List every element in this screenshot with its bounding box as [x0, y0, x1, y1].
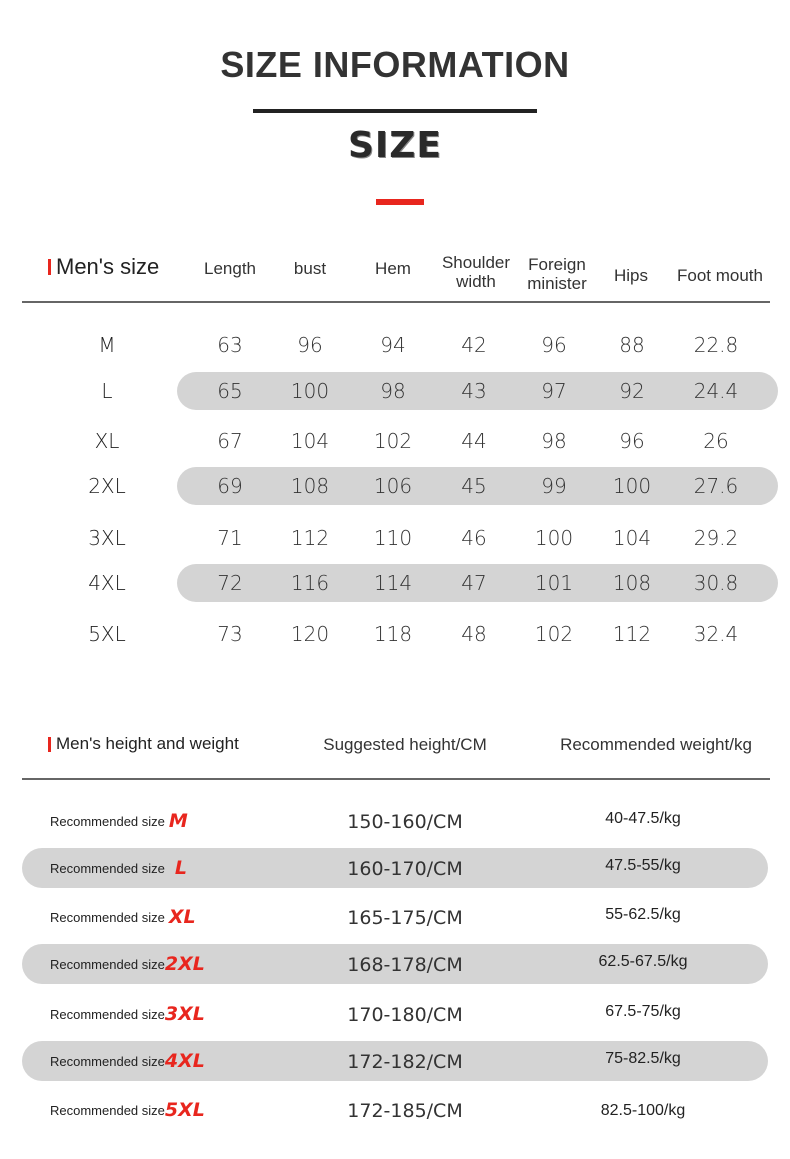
recommended-weight: 40-47.5/kg [605, 810, 681, 827]
shoulder-cell: 47 [461, 571, 487, 595]
recommended-size [50, 848, 187, 888]
size-row [0, 372, 790, 410]
foot-mouth-cell: 24.4 [693, 379, 739, 403]
recommended-size [50, 897, 196, 937]
size-table-label-text: Men's size [56, 254, 160, 279]
recommended-weight: 75-82.5/kg [605, 1050, 681, 1067]
col-header-suggested-height: Suggested height/CM [323, 735, 487, 754]
recommended-size-code: M [168, 810, 188, 832]
size-table-header-rule [22, 301, 770, 303]
recommended-size-code: XL [168, 906, 196, 928]
length-cell: 72 [217, 571, 243, 595]
recommended-weight: 47.5-55/kg [605, 857, 681, 874]
size-table-label [48, 255, 159, 279]
size-row [0, 519, 790, 557]
recommended-weight: 82.5-100/kg [600, 1102, 686, 1119]
recommended-size [50, 944, 205, 984]
recommended-weight: 67.5-75/kg [605, 1003, 681, 1020]
hips-cell: 92 [619, 379, 645, 403]
suggested-height: 172-185/CM [347, 1100, 463, 1122]
size-row [0, 326, 790, 364]
hips-cell: 88 [619, 333, 645, 357]
recommended-size [50, 994, 205, 1034]
hem-cell: 102 [373, 429, 413, 453]
bust-cell: 108 [290, 474, 330, 498]
foreign-minister-cell: 98 [541, 429, 567, 453]
height-weight-label [48, 734, 239, 754]
recommended-size-code: 4XL [164, 1050, 205, 1072]
size-cell: 3XL [88, 526, 126, 550]
bust-cell: 96 [297, 333, 323, 357]
size-cell: 2XL [88, 474, 126, 498]
recommendation-row [0, 1041, 790, 1081]
page-title: SIZE INFORMATION [220, 44, 570, 85]
hem-cell: 106 [373, 474, 413, 498]
recommended-size [50, 1090, 205, 1130]
hips-cell: 96 [619, 429, 645, 453]
height-weight-header-rule [22, 778, 770, 780]
suggested-height: 168-178/CM [347, 954, 463, 976]
bust-cell: 112 [290, 526, 330, 550]
recommendation-row [0, 801, 790, 841]
foreign-minister-cell: 101 [534, 571, 574, 595]
length-cell: 65 [217, 379, 243, 403]
size-row [0, 422, 790, 460]
accent-divider [376, 199, 424, 205]
accent-bar [48, 259, 51, 275]
hem-cell: 110 [373, 526, 413, 550]
suggested-height: 170-180/CM [347, 1004, 463, 1026]
length-cell: 63 [217, 333, 243, 357]
hem-cell: 118 [373, 622, 413, 646]
bust-cell: 104 [290, 429, 330, 453]
recommended-size-label: Recommended size [50, 1054, 165, 1069]
hem-cell: 114 [373, 571, 413, 595]
recommended-size-label: Recommended size [50, 1103, 165, 1118]
foreign-minister-cell: 96 [541, 333, 567, 357]
length-cell: 73 [217, 622, 243, 646]
recommended-size-label: Recommended size [50, 910, 165, 925]
size-cell: 4XL [88, 571, 126, 595]
size-row [0, 615, 790, 653]
hips-cell: 100 [612, 474, 652, 498]
bust-cell: 120 [290, 622, 330, 646]
col-header-recommended-weight: Recommended weight/kg [560, 735, 752, 754]
shoulder-cell: 44 [461, 429, 487, 453]
recommended-size-label: Recommended size [50, 814, 165, 829]
foot-mouth-cell: 27.6 [693, 474, 739, 498]
recommended-size-label: Recommended size [50, 1007, 165, 1022]
size-row [0, 564, 790, 602]
shoulder-cell: 46 [461, 526, 487, 550]
recommendation-row [0, 994, 790, 1034]
foot-mouth-cell: 22.8 [693, 333, 739, 357]
recommended-size-code: 5XL [164, 1099, 205, 1121]
col-header-hips: Hips [613, 266, 648, 285]
shoulder-cell: 42 [461, 333, 487, 357]
length-cell: 67 [217, 429, 243, 453]
size-cell: M [98, 333, 116, 357]
recommended-size-label: Recommended size [50, 861, 165, 876]
foot-mouth-cell: 29.2 [693, 526, 739, 550]
foreign-minister-cell: 97 [541, 379, 567, 403]
shoulder-cell: 48 [461, 622, 487, 646]
section-heading-size: SIZE [347, 125, 443, 166]
recommended-size-label: Recommended size [50, 957, 165, 972]
size-row [0, 467, 790, 505]
bust-cell: 116 [290, 571, 330, 595]
suggested-height: 160-170/CM [347, 858, 463, 880]
suggested-height: 150-160/CM [347, 811, 463, 833]
recommended-size-code: 2XL [164, 953, 205, 975]
size-cell: XL [94, 429, 120, 453]
hem-cell: 98 [380, 379, 406, 403]
recommended-size [50, 801, 188, 841]
suggested-height: 172-182/CM [347, 1051, 463, 1073]
recommended-size-code: L [174, 857, 187, 879]
col-header-hem: Hem [375, 259, 411, 278]
recommended-size [50, 1041, 205, 1081]
col-header-length: Length [204, 259, 256, 278]
bust-cell: 100 [290, 379, 330, 403]
size-cell: 5XL [88, 622, 126, 646]
foot-mouth-cell: 30.8 [693, 571, 739, 595]
suggested-height: 165-175/CM [347, 907, 463, 929]
recommendation-row [0, 897, 790, 937]
height-weight-label-text: Men's height and weight [56, 734, 239, 753]
recommended-weight: 62.5-67.5/kg [598, 953, 688, 970]
col-header-foot-mouth: Foot mouth [677, 266, 763, 285]
recommendation-row [0, 1090, 790, 1130]
hips-cell: 112 [612, 622, 652, 646]
accent-bar [48, 737, 51, 752]
length-cell: 71 [217, 526, 243, 550]
recommended-size-code: 3XL [164, 1003, 205, 1025]
size-cell: L [101, 379, 113, 403]
hips-cell: 108 [612, 571, 652, 595]
foreign-minister-cell: 100 [534, 526, 574, 550]
recommended-weight: 55-62.5/kg [605, 906, 681, 923]
hem-cell: 94 [380, 333, 406, 357]
recommendation-row [0, 944, 790, 984]
col-header-shoulder-width: Shoulder width [441, 253, 511, 291]
length-cell: 69 [217, 474, 243, 498]
recommendation-row [0, 848, 790, 888]
col-header-bust: bust [293, 259, 327, 278]
foreign-minister-cell: 102 [534, 622, 574, 646]
foot-mouth-cell: 32.4 [693, 622, 739, 646]
foot-mouth-cell: 26 [703, 429, 729, 453]
shoulder-cell: 45 [461, 474, 487, 498]
col-header-foreign-minister: Foreign minister [527, 255, 587, 293]
foreign-minister-cell: 99 [541, 474, 567, 498]
shoulder-cell: 43 [461, 379, 487, 403]
hips-cell: 104 [612, 526, 652, 550]
title-divider [253, 109, 537, 113]
